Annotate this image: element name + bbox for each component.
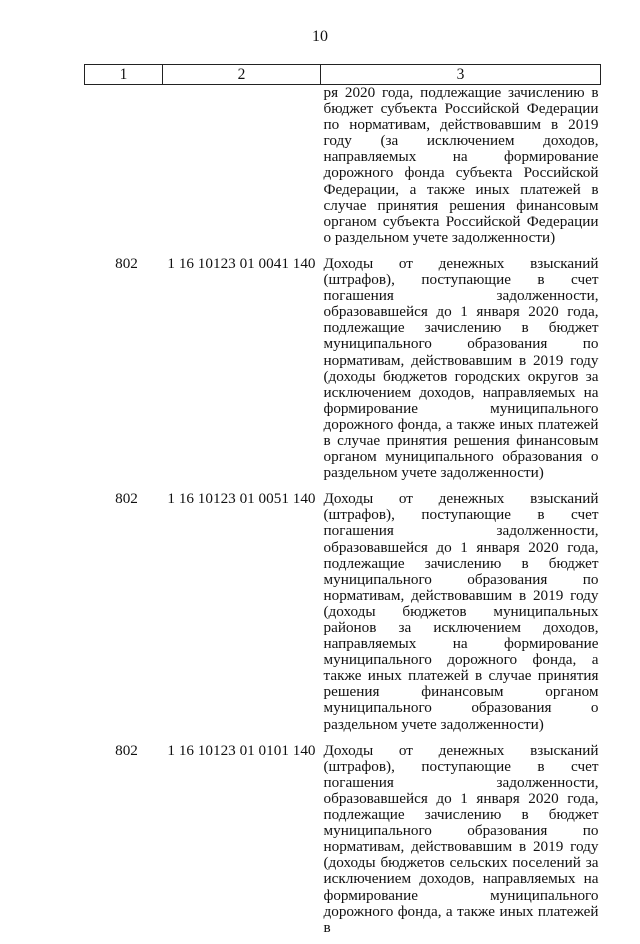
description-cell: Доходы от денежных взысканий (штрафов), поступающие в счет погашения задолженности, образовавшейся до 1 января 2020 года, подлежащие зачислению в бюджет муниципального образования по нормативам, действовавшим в 2019 году (доходы бюджетов городских округов за исключением доходов, направляемых на формирование муниципального дорожного фонда, а также иных платежей в случае принятия решения финансовым органом муниципального образования о раздельном учете задолженности) [323,254,599,482]
kbk-code-cell: 1 16 10123 01 0101 140 [167,741,316,759]
kbk-code-cell [163,85,321,254]
admin-code-cell: 802 [115,490,138,508]
description-cell: ря 2020 года, подлежащие зачислению в бюджет субъекта Российской Федерации по нормативам, действовавшим в 2019 году (за исключением доходов, направляемых на формирование дорожного фонда субъекта Российской Федерации, а также иных платежей в случае принятия решения финансовым органом субъекта Российской Федерации о раздельном учете задолженности) [323,84,599,246]
table-row [85,741,601,944]
column-header-2: 2 [163,65,321,85]
column-header-3: 3 [321,65,601,85]
description-cell: Доходы от денежных взысканий (штрафов), поступающие в счет погашения задолженности, образовавшейся до 1 января 2020 года, подлежащие зачислению в бюджет муниципального образования по нормативам, действовавшим в 2019 году (доходы бюджетов муниципальных районов за исключением доходов, направляемых на формирование муниципального дорожного фонда, а также иных платежей в случае принятия решения финансовым органом муниципального образования о раздельном учете задолженности) [323,490,599,733]
table-row [85,489,601,740]
admin-code-cell: 802 [115,254,138,272]
kbk-code-cell: 1 16 10123 01 0041 140 [167,254,316,272]
revenue-classification-table [84,64,601,944]
table-row [85,254,601,489]
table-header-row [85,65,601,85]
admin-code-cell [85,85,163,254]
kbk-code-cell: 1 16 10123 01 0051 140 [167,490,316,508]
table-row-continuation [85,85,601,254]
admin-code-cell: 802 [115,741,138,759]
description-cell: Доходы от денежных взысканий (штрафов), поступающие в счет погашения задолженности, образовавшейся до 1 января 2020 года, подлежащие зачислению в бюджет муниципального образования по нормативам, действовавшим в 2019 году (доходы бюджетов сельских поселений за исключением доходов, направляемых на формирование муниципального дорожного фонда, а также иных платежей в [323,741,599,936]
page-number: 10 [312,28,328,45]
column-header-1: 1 [85,65,163,85]
